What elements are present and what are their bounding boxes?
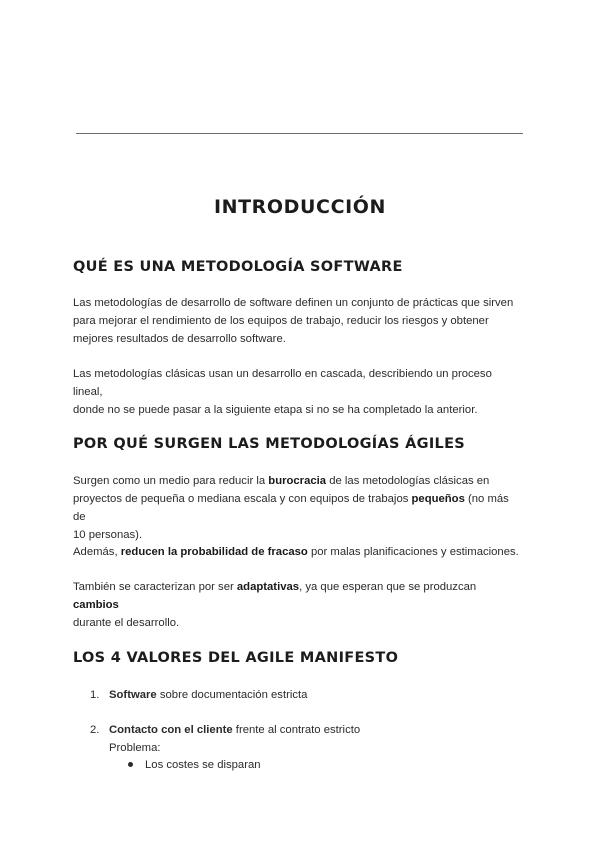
- list-item: [90, 721, 360, 739]
- list-item-sublabel: Problema:: [109, 742, 161, 754]
- paragraph: [73, 365, 523, 419]
- horizontal-divider: [76, 133, 523, 134]
- text-line: donde no se puede pasar a la siguiente etapa si no se ha completado la anterior.: [73, 404, 478, 416]
- text-run: Además,: [73, 546, 121, 558]
- bold-term: burocracia: [268, 475, 327, 487]
- text-run: También se caracterizan por ser: [73, 581, 237, 593]
- bold-term: reducen la probabilidad de fracaso: [120, 546, 308, 558]
- section-heading-agile-manifesto: LOS 4 VALORES DEL AGILE MANIFESTO: [73, 650, 399, 666]
- text-run: sobre documentación estricta: [156, 689, 308, 701]
- text-run: durante el desarrollo.: [73, 617, 180, 629]
- page-title: INTRODUCCIÓN: [213, 196, 387, 218]
- paragraph: [73, 578, 523, 632]
- text-run: frente al contrato estricto: [232, 724, 361, 736]
- paragraph: [73, 543, 523, 561]
- bold-term: Software: [109, 689, 157, 701]
- text-line: Las metodologías clásicas usan un desarrollo en cascada, describiendo un proceso lineal,: [73, 368, 492, 398]
- section-heading-por-que-surgen: POR QUÉ SURGEN LAS METODOLOGÍAS ÁGILES: [73, 436, 466, 452]
- text-line: para mejorar el rendimiento de los equipos de trabajo, reducir los riesgos y obtener: [73, 315, 489, 327]
- text-run: 10 personas).: [73, 529, 143, 541]
- text-line: mejores resultados de desarrollo software.: [73, 333, 286, 345]
- bullet-item: [128, 756, 261, 774]
- list-number: 2.: [90, 724, 100, 736]
- text-run: proyectos de pequeña o mediana escala y con equipos de trabajos: [73, 493, 412, 505]
- text-run: de las metodologías clásicas en: [326, 475, 490, 487]
- list-number: 1.: [90, 689, 100, 701]
- paragraph: [73, 294, 523, 348]
- section-heading-que-es: QUÉ ES UNA METODOLOGÍA SOFTWARE: [73, 259, 403, 275]
- text-run: , ya que esperan que se produzcan: [299, 581, 477, 593]
- bullet-icon: [128, 762, 133, 767]
- paragraph: [73, 472, 523, 544]
- bold-term: Contacto con el cliente: [109, 724, 233, 736]
- bold-term: adaptativas: [236, 581, 300, 593]
- text-run: Surgen como un medio para reducir la: [73, 475, 269, 487]
- bold-term: pequeños: [411, 493, 465, 505]
- bold-term: cambios: [73, 599, 119, 611]
- text-run: (no más de: [73, 493, 509, 523]
- text-line: Las metodologías de desarrollo de software definen un conjunto de prácticas que sirven: [73, 297, 514, 309]
- list-item: [90, 686, 307, 704]
- bullet-text: Los costes se disparan: [145, 759, 261, 771]
- text-run: por malas planificaciones y estimaciones.: [307, 546, 519, 558]
